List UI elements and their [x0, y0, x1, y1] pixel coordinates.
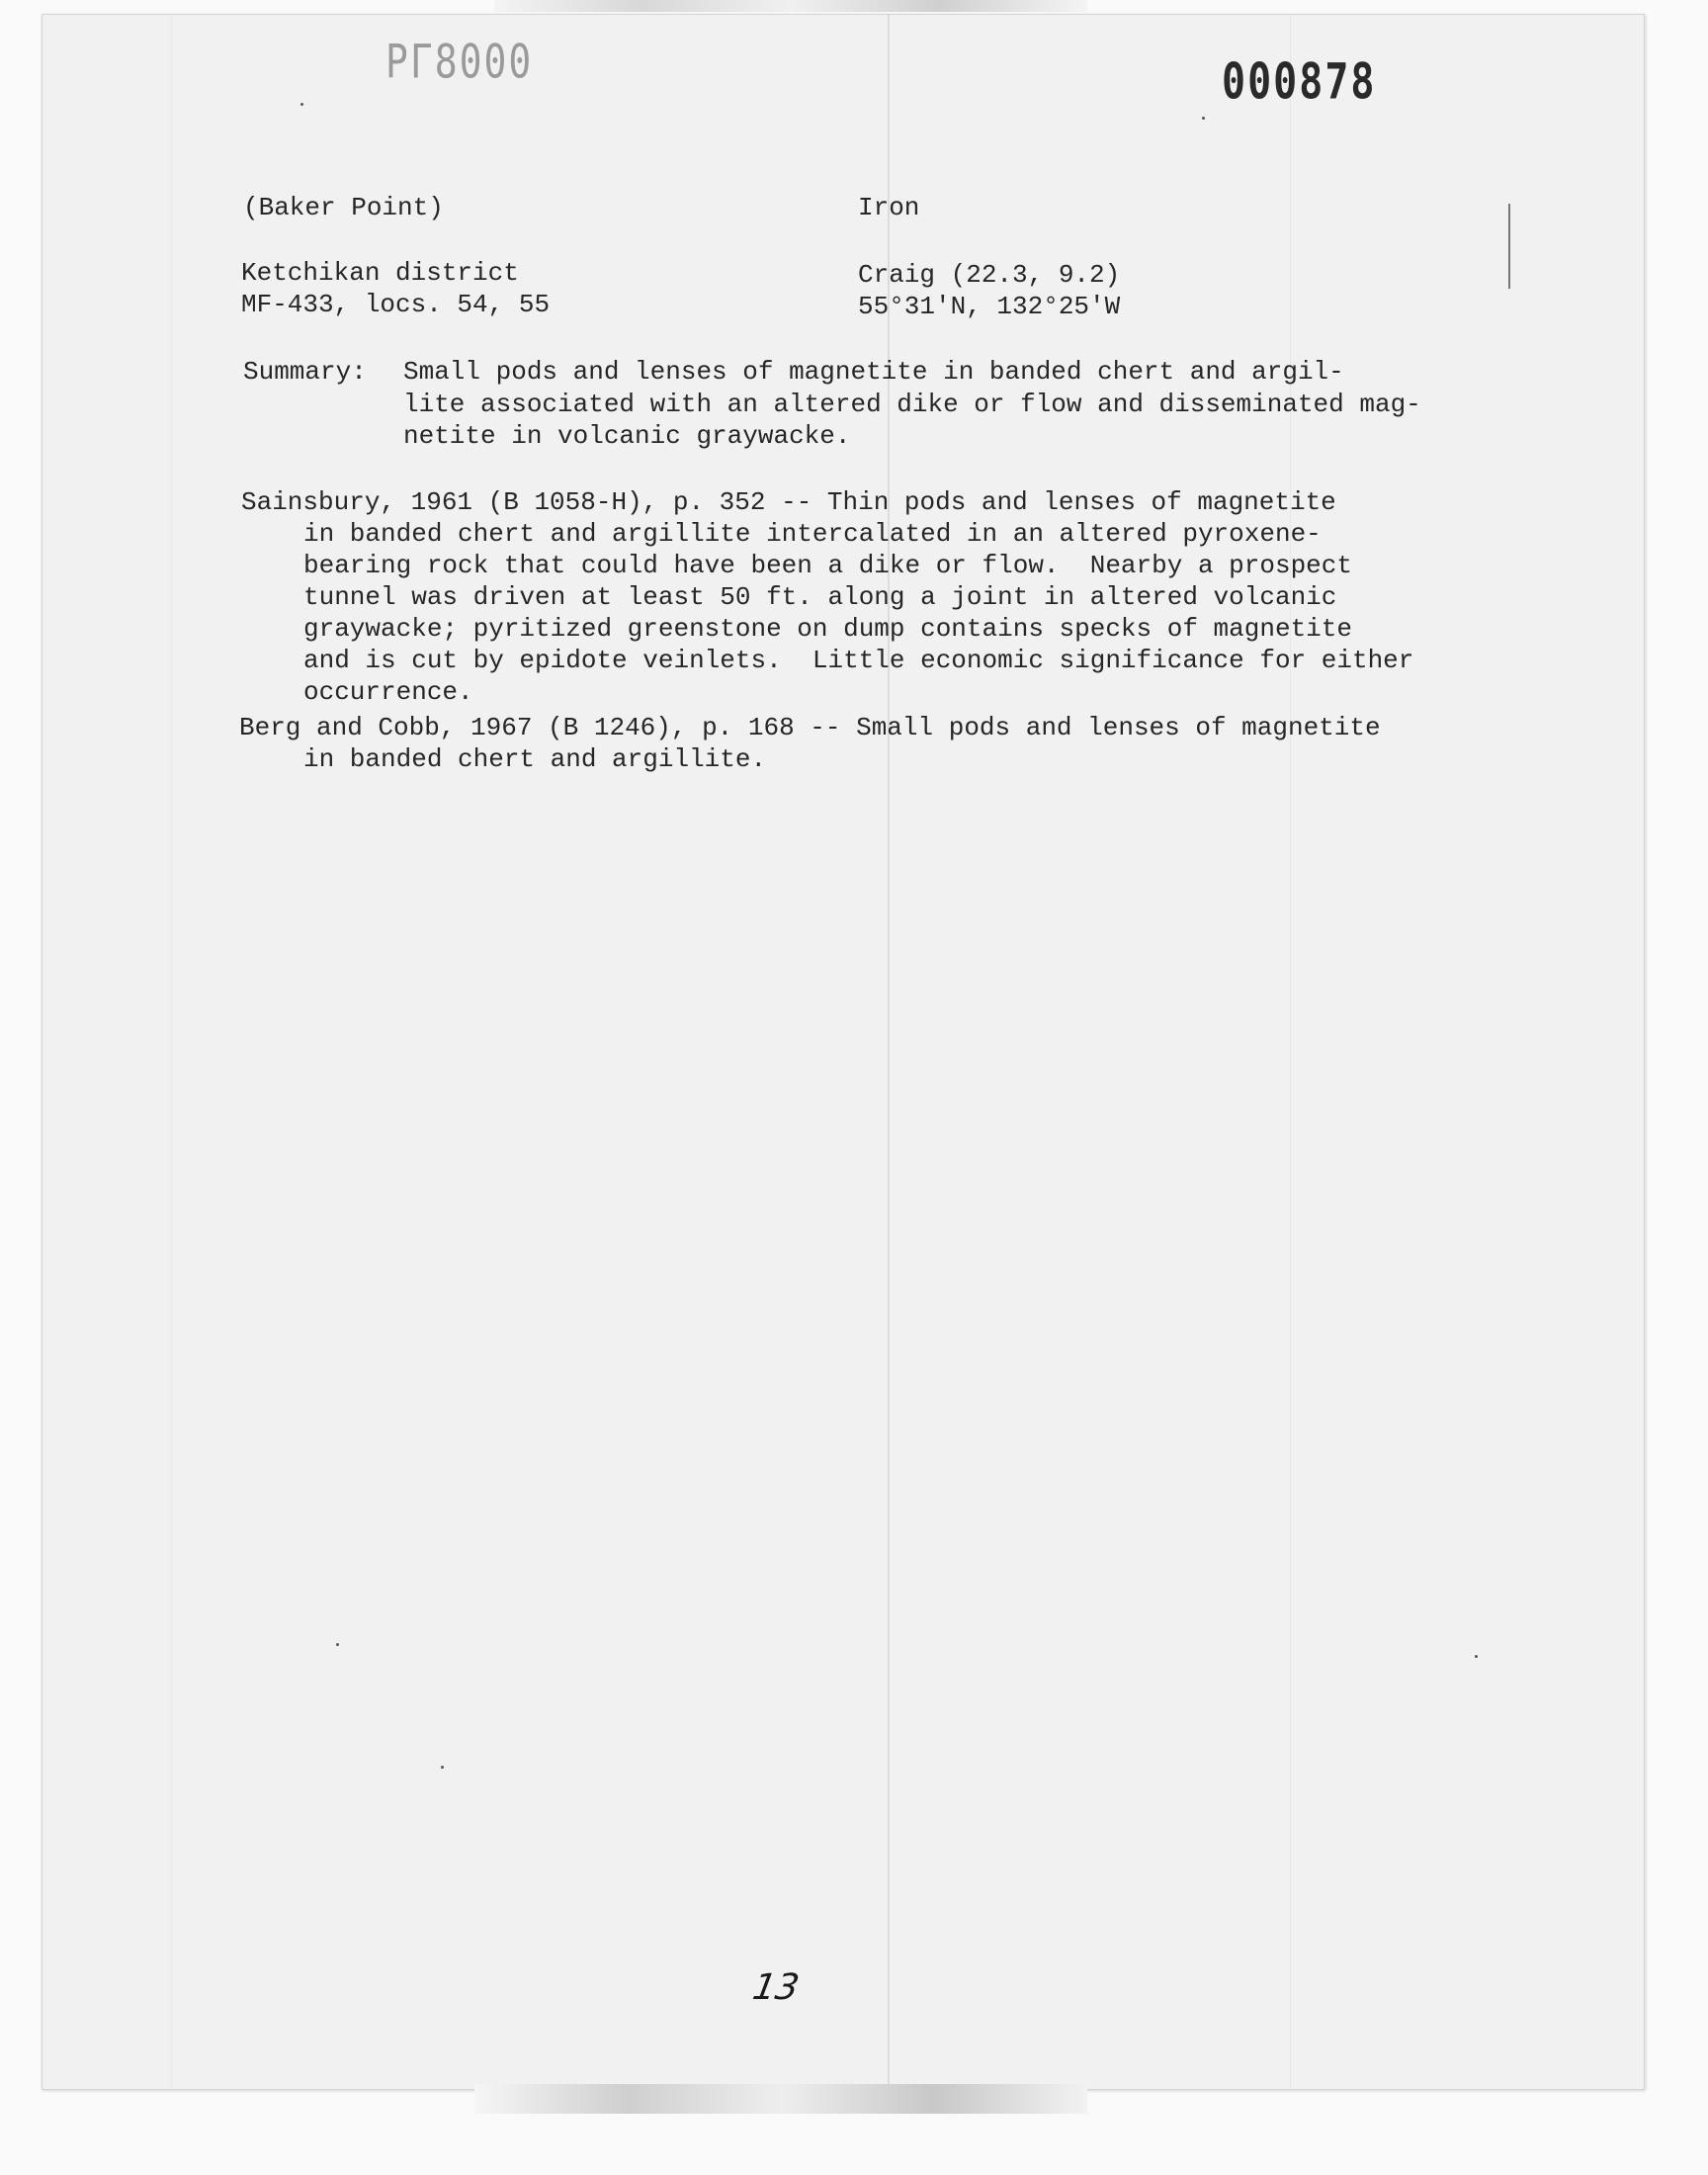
fold-line	[171, 15, 172, 2089]
record-number-stamp: 000878	[1222, 53, 1377, 111]
handwritten-page-number: 13	[749, 1967, 803, 2008]
coordinates: 55°31'N, 132°25'W	[858, 292, 1121, 321]
document-page	[42, 14, 1645, 2090]
speck	[336, 1643, 339, 1646]
reference-line: graywacke; pyritized greenstone on dump contains specks of magnetite	[303, 614, 1352, 644]
quadrangle: Craig (22.3, 9.2)	[858, 260, 1121, 290]
reference-line: Berg and Cobb, 1967 (B 1246), p. 168 -- Small pods and lenses of magnetite	[239, 713, 1381, 742]
summary-line: lite associated with an altered dike or flow and disseminated mag-	[403, 390, 1421, 419]
commodity: Iron	[858, 193, 920, 222]
district: Ketchikan district	[241, 258, 519, 288]
reference-line: occurrence.	[303, 677, 473, 707]
speck	[1202, 117, 1205, 120]
summary-line: Small pods and lenses of magnetite in banded chert and argil-	[403, 357, 1344, 387]
reference-line: Sainsbury, 1961 (B 1058-H), p. 352 -- Thin pods and lenses of magnetite	[241, 487, 1336, 517]
reference-line: bearing rock that could have been a dike or flow. Nearby a prospect	[303, 551, 1352, 580]
margin-mark	[1508, 204, 1510, 289]
deposit-name: (Baker Point)	[243, 193, 444, 222]
summary-label: Summary:	[243, 357, 367, 387]
fold-line	[1290, 15, 1291, 2089]
reference-line: in banded chert and argillite.	[303, 744, 767, 774]
fold-line	[888, 15, 890, 2089]
summary-line: netite in volcanic graywacke.	[403, 421, 851, 451]
reference-line: and is cut by epidote veinlets. Little economic significance for either	[303, 646, 1414, 675]
scanner-artifact-top	[494, 0, 1087, 12]
speck	[1475, 1655, 1478, 1658]
speck	[441, 1766, 444, 1769]
reference-line: tunnel was driven at least 50 ft. along a joint in altered volcanic	[303, 582, 1337, 612]
speck	[300, 103, 303, 106]
reference-line: in banded chert and argillite intercalated in an altered pyroxene-	[303, 519, 1322, 549]
scanner-artifact-bottom	[474, 2084, 1087, 2114]
map-reference: MF-433, locs. 54, 55	[241, 290, 551, 319]
faint-stamp-code: PГ8000	[385, 34, 534, 89]
